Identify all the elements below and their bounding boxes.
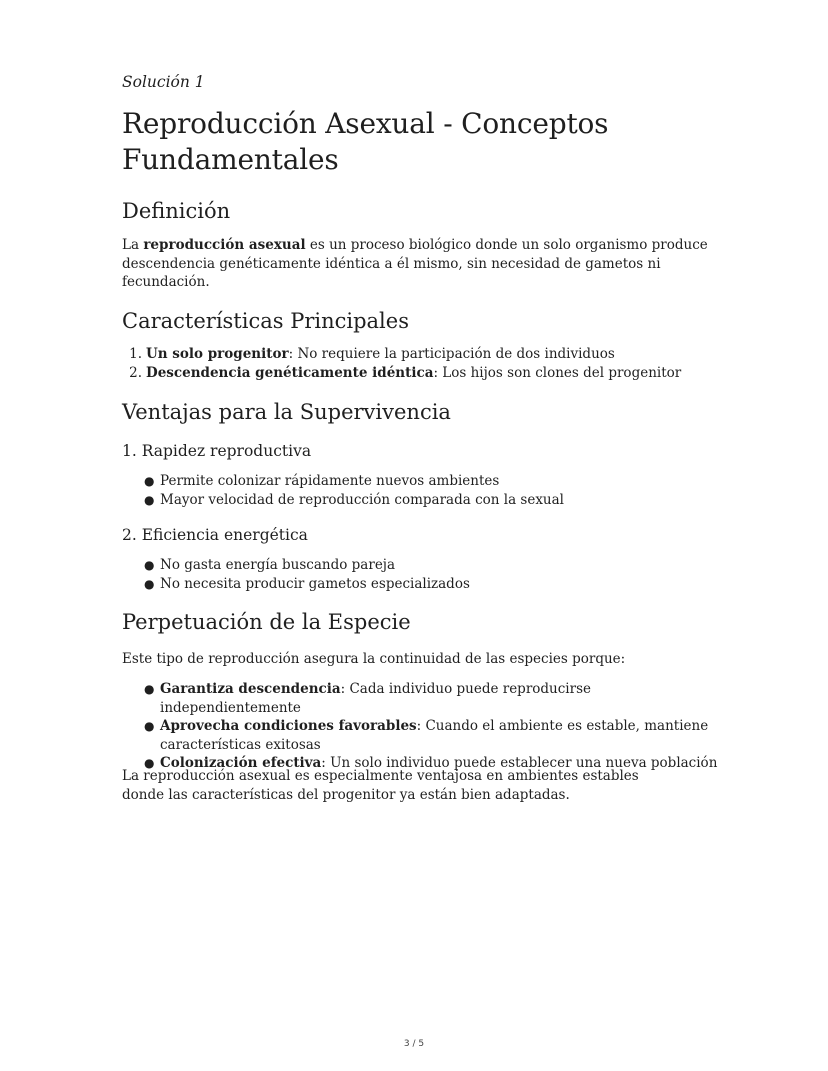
list-item-term: Un solo progenitor	[146, 346, 289, 362]
list-item-text: : Cada individuo puede reproducirse independientemente	[160, 681, 591, 716]
list-item-text: Mayor velocidad de reproducción comparada con la sexual	[160, 491, 564, 508]
list-item	[129, 364, 746, 383]
advantage-list-2	[144, 556, 720, 593]
definition-bold-term: reproducción asexual	[143, 237, 306, 253]
list-item	[144, 680, 720, 717]
page-number: 3 / 5	[403, 1039, 425, 1049]
list-number: 1.	[129, 346, 142, 362]
definition-pre: La	[122, 237, 144, 253]
characteristics-list	[129, 345, 746, 382]
bullet-icon: ●	[144, 558, 155, 572]
list-item-text: : Cuando el ambiente es estable, mantiene características exitosas	[160, 718, 709, 753]
advantage-subheading-2: 2. Eficiencia energética	[122, 526, 308, 544]
list-item-text: : Los hijos son clones del progenitor	[433, 364, 682, 381]
bullet-icon: ●	[144, 576, 155, 591]
bullet-icon: ●	[144, 719, 155, 733]
list-item	[144, 575, 720, 594]
advantage-subheading-1: 1. Rapidez reproductiva	[122, 442, 312, 460]
list-item-text: No gasta energía buscando pareja	[160, 557, 396, 573]
list-item-term: Garantiza descendencia	[160, 681, 341, 697]
bullet-icon: ●	[144, 492, 155, 507]
list-item	[144, 491, 720, 510]
perpetuation-intro: Este tipo de reproducción asegura la continuidad de las especies porque:	[122, 651, 626, 667]
conclusion-paragraph: La reproducción asexual es especialmente ventajosa en ambientes estables donde las características del progenitor ya están bien adaptadas.	[122, 768, 639, 803]
page-title: Reproducción Asexual - Conceptos Fundamentales	[122, 107, 609, 176]
list-item-text: No necesita producir gametos especializados	[160, 575, 470, 592]
bullet-icon: ●	[144, 682, 155, 696]
advantage-list-1	[144, 472, 720, 509]
perpetuation-list	[144, 680, 720, 773]
list-item	[144, 717, 720, 754]
list-item-text: Permite colonizar rápidamente nuevos ambientes	[160, 473, 500, 489]
solution-label: Solución 1	[122, 73, 205, 91]
characteristics-heading: Características Principales	[122, 309, 409, 333]
list-item-text: : No requiere la participación de dos individuos	[288, 346, 615, 362]
perpetuation-heading: Perpetuación de la Especie	[122, 610, 411, 634]
list-item-term: Aprovecha condiciones favorables	[160, 718, 417, 734]
bullet-icon: ●	[144, 756, 155, 770]
list-item	[129, 345, 746, 364]
bullet-icon: ●	[144, 474, 155, 488]
list-item-text: : Un solo individuo puede establecer una nueva población	[321, 755, 718, 771]
definition-heading: Definición	[122, 199, 231, 223]
definition-post: es un proceso biológico donde un solo organismo produce descendencia genéticamente idéntica a él mismo, sin necesidad de gametos ni fecundación.	[122, 237, 708, 290]
list-item-term: Colonización efectiva	[160, 755, 322, 771]
list-item	[144, 556, 720, 575]
list-item-term: Descendencia genéticamente idéntica	[146, 364, 434, 381]
list-item	[144, 472, 720, 491]
advantages-heading: Ventajas para la Supervivencia	[122, 400, 451, 424]
definition-paragraph	[122, 236, 712, 292]
list-number: 2.	[129, 364, 142, 381]
